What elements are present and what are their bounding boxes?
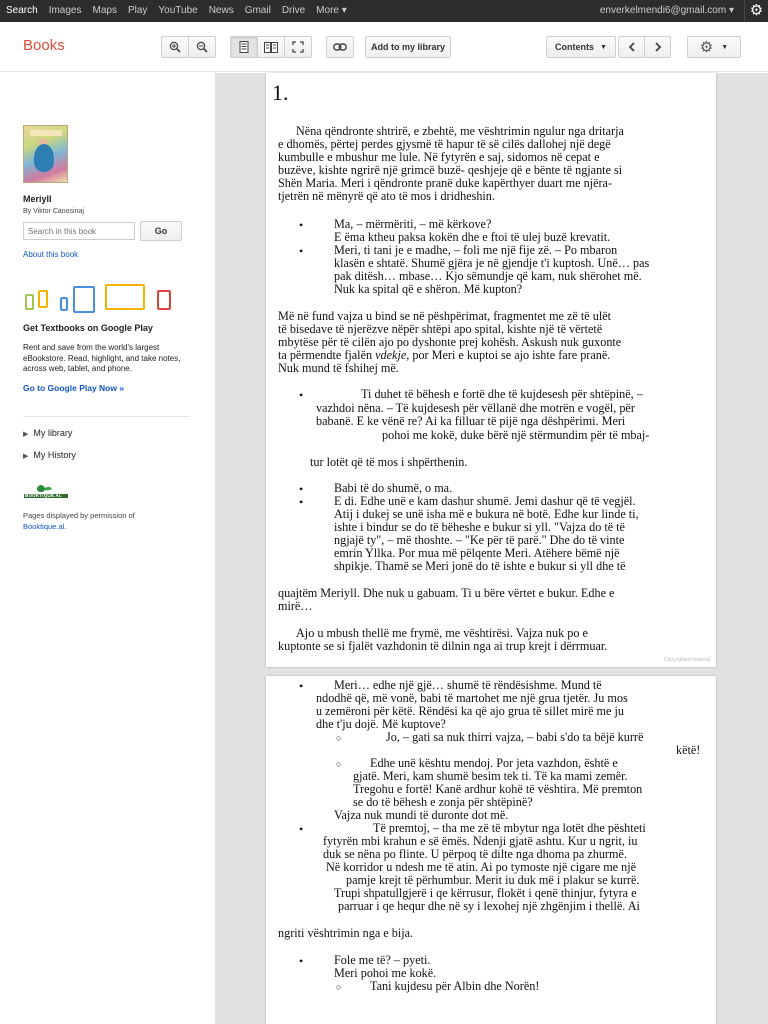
italic-word: vdekje (375, 348, 407, 362)
fullscreen-button[interactable] (284, 36, 312, 58)
two-page-view-button[interactable] (257, 36, 285, 58)
text-line: Jo, – gati sa nuk thirri vajza, – babi s'do ta bëjë kurrë (386, 730, 644, 744)
text-line: Në korridor u ndesh me të atin. Ai po tymoste një cigare me një (326, 860, 637, 874)
gbar-link-maps[interactable]: Maps (92, 5, 117, 16)
text-line: Babi të do shumë, o ma. (334, 481, 453, 495)
text-line: Të premtoj, – tha me zë të mbytur nga lotët dhe pështeti (373, 821, 646, 835)
text-line: Meri, ti tani je e madhe, – foli me një fije zë. – Po mbaron (334, 243, 618, 257)
gbar-link-images[interactable]: Images (48, 5, 82, 16)
text-line: Trupi shpatullgjerë i qe kërrusur, flokët i qenë thinjur, fytyra e (334, 886, 637, 900)
sidebar-divider (23, 416, 190, 417)
gbar-link-search[interactable]: Search (6, 5, 38, 16)
monitor-icon (105, 284, 145, 310)
gbar-settings-gear-icon[interactable]: ⚙ (744, 0, 768, 22)
next-page-button[interactable] (644, 36, 671, 58)
phone-icon (38, 290, 48, 308)
text-line: Më në fund vajza u bind se në pëshpërimat, fragmentet me zë të ulët (278, 309, 611, 323)
bullet-icon: • (299, 822, 304, 836)
text-line: babanë. E ke vënë re? Ai ka filluar të pijë nga dëshpërimi. Meri (316, 414, 626, 428)
text-line: ndodhë që, më vonë, babi të martohet me një grua tjetër. Ju mos (316, 691, 628, 705)
contents-label: Contents (555, 42, 595, 52)
chevron-down-icon: ▼ (600, 43, 607, 51)
text-line (278, 349, 610, 361)
zoom-out-button[interactable] (188, 36, 216, 58)
text-line: Tregohu e fortë! Kanë ardhur kohë të vështira. Më premton (353, 782, 643, 796)
add-to-library-button[interactable]: Add to my library (365, 36, 451, 58)
expand-arrow-icon: ▶ (23, 431, 29, 438)
sidebar-item-my-history[interactable] (23, 450, 76, 460)
text-line: emrin Yllka. Por mua më pëlqente Meri. Atëhere bëmë një (334, 546, 620, 560)
text-line: Fole me të? – pyeti. (334, 953, 431, 967)
text-line: Ajo u mbush thellë me frymë, me vështirësi. Vajza nuk po e (296, 626, 588, 640)
circle-bullet-icon: ○ (336, 759, 342, 769)
phone-icon (60, 297, 68, 311)
contents-dropdown[interactable] (546, 36, 616, 58)
permission-note (23, 510, 135, 532)
circle-bullet-icon: ○ (336, 982, 342, 992)
text-line: E di. Edhe unë e kam dashur shumë. Jemi dashur që të vegjël. (334, 494, 636, 508)
google-top-bar (0, 0, 768, 22)
text-line: Nuk mund të fshihej më. (278, 361, 399, 375)
text-line: tjetrën në mënyrë që ato të mos i dridheshin. (278, 189, 495, 203)
text-line: ishte i bindur se do të bëheshe e bukur si yll. "Vajza do të të (334, 520, 625, 534)
text-line: pak ditësh… mbase… Kjo sëmundje që kam, nuk shërohet më. (334, 269, 642, 283)
two-page-icon (264, 42, 278, 53)
text-line: këtë! (676, 743, 701, 757)
books-header (0, 22, 768, 72)
book-page (266, 73, 716, 667)
text-line: ngriti vështrimin nga e bija. (278, 926, 414, 940)
single-page-icon (239, 41, 249, 53)
bullet-icon: • (299, 679, 304, 693)
text-line: Meri… edhe një gjë… shumë të rëndësishme. Mund të (334, 678, 602, 692)
text-line: fytyrën mbi krahun e së ëmës. Ndenji gjatë ashtu. Kur u ngrit, iu (323, 834, 638, 848)
text-line: quajtëm Meriyll. Dhe nuk u gabuam. Ti u bëre vërtet e bukur. Edhe e (278, 586, 615, 600)
text-line: Edhe unë kështu mendoj. Por jeta vazhdon, është e (370, 756, 618, 770)
text-line: shpikje. Thamë se Meri jonë do të ishte e bukur si yll dhe të (334, 559, 626, 573)
gbar-link-youtube[interactable]: YouTube (158, 5, 198, 16)
gbar-link-drive[interactable]: Drive (281, 5, 306, 16)
text-line: buzëve, kishte ngrirë një grimcë buzë- qeshjeje që e bënte të ngjante si (278, 163, 623, 177)
zoom-in-button[interactable] (161, 36, 189, 58)
bullet-icon: • (299, 388, 304, 402)
text-line: Ma, – mërmëriti, – më kërkove? (334, 217, 492, 231)
book-cover-thumbnail[interactable] (23, 125, 68, 183)
tablet-icon (157, 290, 171, 310)
sidebar-item-label: My library (33, 428, 73, 438)
google-apps-links (6, 5, 347, 16)
publisher-link[interactable]: Booktique.al. (23, 522, 67, 531)
chevron-right-icon (654, 42, 662, 52)
text-line: pamje krejt të përhumbur. Merit iu duk më i plakur se kurrë. (346, 873, 640, 887)
text-line: Nëna qëndronte shtrirë, e zbehtë, me vështrimin ngulur nga dritarja (296, 124, 624, 138)
search-go-button[interactable]: Go (140, 221, 182, 241)
text-line: Vajza nuk mundi të duronte dot më. (334, 808, 509, 822)
expand-arrow-icon: ▶ (23, 453, 29, 460)
text-line: vazhdoi nëna. – Të kujdesesh për vëllanë dhe motrën e vogël, për (316, 401, 635, 415)
fullscreen-icon (292, 41, 304, 53)
chevron-left-icon (628, 42, 636, 52)
search-in-book-input[interactable] (23, 222, 135, 240)
bullet-icon: • (299, 954, 304, 968)
zoom-out-icon (196, 41, 208, 53)
permission-text: Pages displayed by permission of (23, 511, 135, 520)
text-line: Ti duhet të bëhesh e fortë dhe të kujdesesh për shtëpinë, – (361, 387, 643, 401)
text-line: kuptonte se si fjalët vazhdonin të dilnin nga ai trup krejt i dërrmuar. (278, 639, 608, 653)
zoom-in-icon (169, 41, 181, 53)
text-line: u zemëroni për këtë. Rëndësi ka që ajo grua të sillet mirë me ju (316, 704, 624, 718)
gbar-link-gmail[interactable]: Gmail (244, 5, 271, 16)
book-sidebar (0, 73, 214, 1024)
text-line: Atij i dukej se unë isha më e bukura në botë. Edhe kur linde ti, (334, 507, 639, 521)
book-page (266, 676, 716, 1024)
text-line: e dhomës, përtej perdes gjysmë të hapur të së cilës dallohej një degë (278, 137, 611, 151)
text-line: klasën e shtatë. Shumë gjëra je në gjendje t'i kuptosh. Unë… pas (334, 256, 650, 270)
text-fragment: ta përmendte fjalën (278, 348, 376, 362)
book-viewer[interactable] (215, 73, 768, 1024)
phone-icon (25, 294, 34, 310)
link-button[interactable] (326, 36, 354, 58)
text-line: Nuk ka spital që e shëron. Më kupton? (334, 282, 523, 296)
settings-chevron-down-icon: ▼ (721, 43, 729, 51)
bullet-icon: • (299, 495, 304, 509)
text-line: se do të bëhesh e zonja për shtëpinë? (353, 795, 533, 809)
copyright-watermark: Copyrighted material (663, 657, 710, 663)
devices-illustration (23, 284, 183, 316)
booktique-logo[interactable] (23, 483, 69, 503)
sidebar-item-my-library[interactable] (23, 428, 72, 438)
text-line: tur lotët që të mos i shpërthenin. (310, 455, 468, 469)
link-icon (333, 43, 347, 51)
text-line: pohoi me kokë, duke bërë një stërmundim për të mbaj- (382, 428, 650, 442)
google-play-link[interactable]: Go to Google Play Now » (23, 383, 125, 393)
circle-bullet-icon: ○ (336, 733, 342, 743)
text-line: të bisedave të njerëzve nëpër shtëpi apo spital, kishte një të vërtetë (278, 322, 603, 336)
gbar-link-more[interactable]: More ▾ (316, 5, 347, 16)
single-page-view-button[interactable] (230, 36, 258, 58)
books-brand-link[interactable]: Books (23, 37, 65, 54)
text-line: gjatë. Meri, kam shumë besim tek ti. Të ka mami zemër. (353, 769, 628, 783)
chapter-number: 1. (272, 80, 289, 105)
bullet-icon: • (299, 482, 304, 496)
bullet-icon: • (299, 218, 304, 232)
text-line: Meri pohoi me kokë. (334, 966, 437, 980)
text-line: mirë… (278, 599, 313, 613)
tablet-icon (73, 286, 95, 313)
bullet-icon: • (299, 244, 304, 258)
previous-page-button[interactable] (618, 36, 645, 58)
text-line: duk se nëna po flinte. U përpoq të dilte nga dhoma pa zhurmë. (323, 847, 627, 861)
gbar-link-play[interactable]: Play (127, 5, 148, 16)
text-line: Tani kujdesu për Albin dhe Norën! (370, 979, 540, 993)
textbooks-description: Rent and save from the world's largest eBookstore. Read, highlight, and take notes, across web, tablet, and phone. (23, 343, 181, 373)
text-line: Shën Maria. Meri i qëndronte pranë duke kapërthyer duart me njëra- (278, 176, 613, 190)
settings-dropdown[interactable] (687, 36, 741, 58)
booktique-logo-text: BOOKTIQUE.AL (25, 493, 62, 498)
sidebar-item-label: My History (33, 450, 76, 460)
book-title: Meriyll (23, 194, 52, 204)
text-line: ngjajë ty", – më thoshte. – "Ke për të parë." Dhe do të vinte (334, 533, 625, 547)
gbar-link-news[interactable]: News (208, 5, 234, 16)
text-line: kumbulle e mbushur me lule. Në fytyrën e saj, sidomos në cepat e (278, 150, 600, 164)
text-line: E ëma ktheu paksa kokën dhe e ftoi të ulej buzë krevatit. (334, 230, 611, 244)
gear-icon: ⚙ (699, 39, 714, 56)
account-menu[interactable]: enverkelmendi6@gmail.com ▾ (599, 5, 734, 16)
text-line: parruar i qe hequr dhe në sy i lexohej një zhgënjim i thellë. Ai (338, 899, 640, 913)
text-fragment: , por Meri e kuptoi se ajo ishte fare pranë. (406, 348, 611, 362)
about-this-book-link[interactable]: About this book (23, 250, 79, 259)
text-line: dhe t'ju dojë. Më kuptove? (316, 717, 446, 731)
book-author: By Viktor Canosinaj (23, 208, 84, 215)
text-line: mbytëse për të cilën ajo po dyshonte prej kohësh. Askush nuk guxonte (278, 335, 622, 349)
textbooks-heading: Get Textbooks on Google Play (23, 323, 153, 333)
